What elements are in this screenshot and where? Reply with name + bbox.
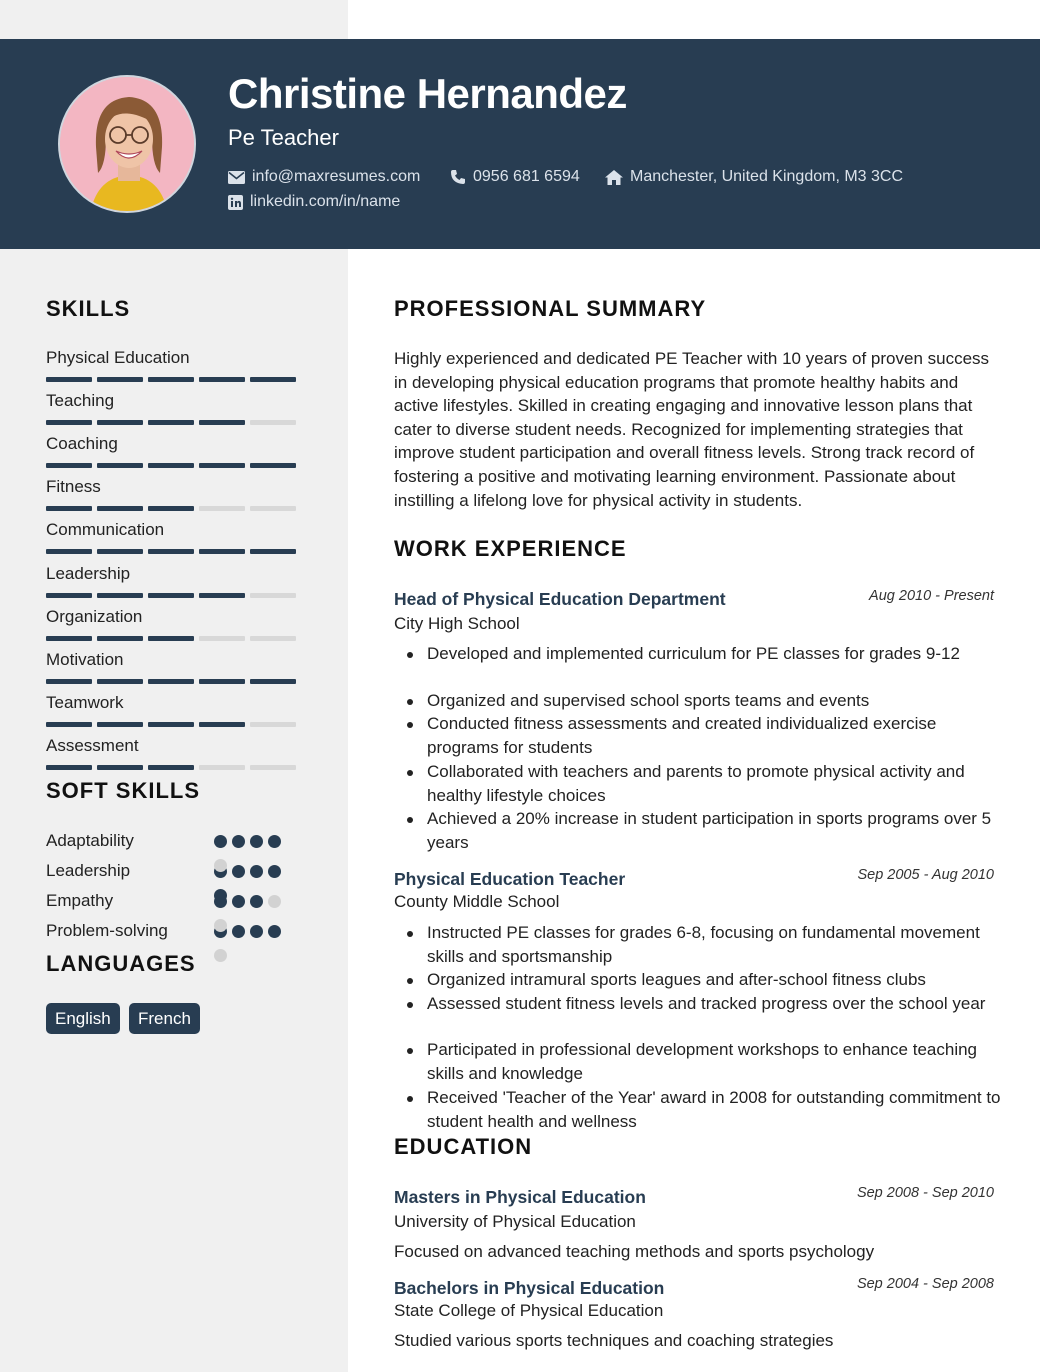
job-1-bullet: Collaborated with teachers and parents to promote physical activity and healthy lifestyle choices <box>427 760 1002 808</box>
email-text: info@maxresumes.com <box>252 168 421 185</box>
skill-name: Communication <box>46 520 165 539</box>
skill-level-segment <box>199 679 245 684</box>
job-1-employer: City High School <box>394 614 520 633</box>
language-tag-english: English <box>46 1003 120 1034</box>
rating-dot <box>268 835 281 848</box>
job-2-bullet: Participated in professional development workshops to enhance teaching skills and knowledge <box>427 1038 1002 1086</box>
skill-level-segment <box>46 593 92 598</box>
avatar <box>58 75 196 213</box>
soft-skills-heading: SOFT SKILLS <box>46 778 200 803</box>
edu-1-description: Focused on advanced teaching methods and sports psychology <box>394 1242 875 1261</box>
skill-level-bar <box>46 679 296 684</box>
rating-dot <box>250 835 263 848</box>
rating-dot <box>214 835 227 848</box>
skill-name: Assessment <box>46 736 139 755</box>
skill-level-segment <box>199 463 245 468</box>
skill-level-segment <box>97 636 143 641</box>
skill-level-bar <box>46 420 296 425</box>
job-2-employer: County Middle School <box>394 892 560 911</box>
skill-level-bar <box>46 463 296 468</box>
skill-level-segment <box>250 377 296 382</box>
job-1-bullet: Developed and implemented curriculum for PE classes for grades 9-12 <box>427 642 1002 666</box>
skill-level-segment <box>97 420 143 425</box>
envelope-icon <box>228 171 245 184</box>
education-heading: EDUCATION <box>394 1134 533 1159</box>
rating-dot <box>232 925 245 938</box>
rating-dot <box>232 895 245 908</box>
skill-level-segment <box>97 549 143 554</box>
job-2-dates: Sep 2005 - Aug 2010 <box>857 867 994 883</box>
job-1-bullet: Organized and supervised school sports teams and events <box>427 689 1002 713</box>
rating-dot <box>268 895 281 908</box>
skill-level-segment <box>148 679 194 684</box>
edu-1-dates: Sep 2008 - Sep 2010 <box>856 1185 994 1201</box>
phone-text: 0956 681 6594 <box>473 168 580 185</box>
skill-level-segment <box>97 593 143 598</box>
skill-level-segment <box>199 593 245 598</box>
skill-level-segment <box>199 765 245 770</box>
skill-level-segment <box>97 722 143 727</box>
edu-2-description: Studied various sports techniques and coaching strategies <box>394 1331 834 1350</box>
soft-skill-name: Leadership <box>46 861 131 880</box>
job-2-bullet: Assessed student fitness levels and tracked progress over the school year <box>427 992 1002 1016</box>
linkedin-icon <box>228 195 243 210</box>
job-2-title: Physical Education Teacher <box>394 869 626 889</box>
skill-level-bar <box>46 593 296 598</box>
skill-level-segment <box>199 377 245 382</box>
soft-skill-rating <box>214 835 281 848</box>
skill-level-segment <box>250 463 296 468</box>
skill-level-segment <box>148 463 194 468</box>
skill-level-segment <box>148 593 194 598</box>
rating-dot <box>214 859 227 872</box>
skill-level-segment <box>46 765 92 770</box>
skill-level-segment <box>250 506 296 511</box>
rating-dot <box>232 865 245 878</box>
skill-name: Physical Education <box>46 348 190 367</box>
skill-level-segment <box>148 765 194 770</box>
summary-heading: PROFESSIONAL SUMMARY <box>394 296 707 321</box>
contact-email[interactable] <box>228 168 420 186</box>
skill-level-segment <box>250 765 296 770</box>
candidate-name: Christine Hernandez <box>228 70 627 117</box>
job-1-title: Head of Physical Education Department <box>394 589 726 609</box>
language-tag-french: French <box>129 1003 200 1034</box>
soft-skill-name: Problem-solving <box>46 921 168 940</box>
skill-level-segment <box>46 506 92 511</box>
skill-level-segment <box>148 377 194 382</box>
skill-level-bar <box>46 636 296 641</box>
contact-linkedin[interactable] <box>228 193 400 211</box>
skill-level-segment <box>250 722 296 727</box>
linkedin-text: linkedin.com/in/name <box>250 193 401 210</box>
skill-name: Coaching <box>46 434 118 453</box>
skill-level-segment <box>46 420 92 425</box>
rating-dot <box>214 919 227 932</box>
skill-level-segment <box>148 549 194 554</box>
skill-name: Leadership <box>46 564 131 583</box>
skill-level-bar <box>46 506 296 511</box>
job-2-bullet: Received 'Teacher of the Year' award in 2008 for outstanding commitment to student health and wellness <box>427 1086 1002 1134</box>
phone-icon <box>450 169 466 185</box>
skill-level-segment <box>148 636 194 641</box>
skill-name: Teaching <box>46 391 115 410</box>
rating-dot <box>268 865 281 878</box>
skill-level-segment <box>97 679 143 684</box>
skill-name: Motivation <box>46 650 124 669</box>
skill-level-segment <box>46 679 92 684</box>
skill-level-segment <box>46 549 92 554</box>
skill-level-bar <box>46 549 296 554</box>
contact-phone[interactable] <box>450 168 580 186</box>
skill-name: Teamwork <box>46 693 124 712</box>
rating-dot <box>250 895 263 908</box>
soft-skill-name: Empathy <box>46 891 114 910</box>
summary-text: Highly experienced and dedicated PE Teacher with 10 years of proven success in developing physical education programs that promote healthy habits and active lifestyles. Skilled in creating engaging and innovative lesson plans that cater to diverse student needs. Recognized for implementing strategies that improve student participation and overall fitness levels. Strong track record of fostering a positive and motivating learning environment. Passionate about instilling a lifelong love for physical activity in students. <box>394 349 990 510</box>
skill-level-segment <box>46 722 92 727</box>
skill-level-bar <box>46 765 296 770</box>
home-icon <box>605 170 623 185</box>
skill-level-segment <box>250 593 296 598</box>
rating-dot <box>232 835 245 848</box>
skill-level-segment <box>250 420 296 425</box>
languages-heading: LANGUAGES <box>46 951 196 976</box>
job-1-dates: Aug 2010 - Present <box>869 588 994 604</box>
skill-level-segment <box>250 636 296 641</box>
skill-level-segment <box>46 377 92 382</box>
skill-level-segment <box>250 549 296 554</box>
skill-level-segment <box>250 679 296 684</box>
skill-level-segment <box>46 636 92 641</box>
skill-level-segment <box>97 463 143 468</box>
skill-level-segment <box>199 722 245 727</box>
skill-level-bar <box>46 722 296 727</box>
skill-level-segment <box>199 549 245 554</box>
skill-level-bar <box>46 377 296 382</box>
job-1-bullet: Achieved a 20% increase in student participation in sports programs over 5 years <box>427 807 1002 855</box>
work-heading: WORK EXPERIENCE <box>394 536 627 561</box>
rating-dot <box>214 949 227 962</box>
skill-name: Fitness <box>46 477 101 496</box>
skill-level-segment <box>199 636 245 641</box>
skill-level-segment <box>199 506 245 511</box>
skill-level-segment <box>148 506 194 511</box>
edu-2-degree: Bachelors in Physical Education <box>394 1278 665 1298</box>
skill-level-segment <box>97 765 143 770</box>
address-text: Manchester, United Kingdom, M3 3CC <box>630 168 904 185</box>
rating-dot <box>214 889 227 902</box>
skill-level-segment <box>148 420 194 425</box>
edu-1-school: University of Physical Education <box>394 1212 636 1231</box>
rating-dot <box>268 925 281 938</box>
job-title: Pe Teacher <box>228 125 339 150</box>
edu-1-degree: Masters in Physical Education <box>394 1187 646 1207</box>
contact-address <box>605 168 903 186</box>
edu-2-dates: Sep 2004 - Sep 2008 <box>856 1276 994 1292</box>
job-2-bullet: Organized intramural sports leagues and after-school fitness clubs <box>427 968 1002 992</box>
skill-level-segment <box>97 377 143 382</box>
skills-heading: SKILLS <box>46 296 131 321</box>
job-1-bullet: Conducted fitness assessments and created individualized exercise programs for students <box>427 712 1002 760</box>
skill-level-segment <box>46 463 92 468</box>
rating-dot <box>250 865 263 878</box>
soft-skill-name: Adaptability <box>46 831 134 850</box>
job-2-bullet: Instructed PE classes for grades 6-8, focusing on fundamental movement skills and sportsmanship <box>427 921 1002 969</box>
skill-name: Organization <box>46 607 143 626</box>
rating-dot <box>250 925 263 938</box>
edu-2-school: State College of Physical Education <box>394 1301 664 1320</box>
skill-level-segment <box>199 420 245 425</box>
skill-level-segment <box>97 506 143 511</box>
skill-level-segment <box>148 722 194 727</box>
